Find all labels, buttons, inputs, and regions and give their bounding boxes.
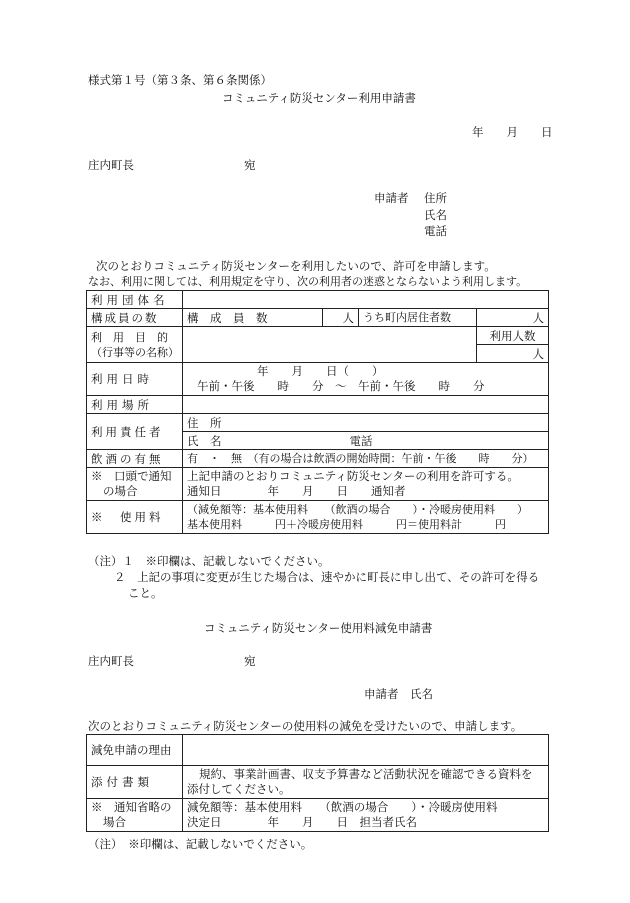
members-label: 構成員の数 bbox=[87, 309, 183, 327]
alcohol-field[interactable]: 有 ・ 無 （有の場合は飲酒の開始時間：午前・午後 時 分） bbox=[183, 450, 549, 468]
alcohol-label: 飲酒の有無 bbox=[87, 450, 183, 468]
group-name-field[interactable] bbox=[183, 291, 549, 309]
date-label: 利用日時 bbox=[87, 363, 183, 396]
users-count-unit[interactable]: 人 bbox=[477, 345, 549, 363]
omit-field: 減免額等：基本使用料 （飲酒の場合 ）・冷暖房使用料 決定日 年 月 日 担当者氏名 bbox=[183, 799, 549, 832]
addressee-2-honorific: 宛 bbox=[244, 654, 256, 668]
purpose-label: 利 用 目 的 （行事等の名称） bbox=[87, 327, 183, 363]
users-count-label: 利用人数 bbox=[477, 327, 549, 345]
table-row bbox=[87, 291, 549, 309]
table-row bbox=[87, 735, 549, 766]
date-field[interactable]: 年 月 日（ ） 午前・午後 時 分 ～ 午前・午後 時 分 bbox=[183, 363, 549, 396]
attachments-label: 添付書類 bbox=[87, 766, 183, 799]
manager-address-field[interactable]: 住 所 bbox=[183, 414, 549, 432]
members-count-label: 構 成 員 数 bbox=[183, 309, 323, 327]
table-row bbox=[87, 396, 549, 414]
reduction-intro: 次のとおりコミュニティ防災センターの使用料の減免を受けたいので、申請します。 bbox=[88, 719, 523, 733]
application-table bbox=[86, 290, 549, 534]
fee-field: （減免額等：基本使用料 （飲酒の場合 ）・冷暖房使用料 ） 基本使用料 円＋冷暖房使用料 円＝使用料計 円 bbox=[183, 501, 549, 534]
applicant-address: 住所 bbox=[424, 191, 447, 205]
members-unit[interactable]: 人 bbox=[323, 309, 359, 327]
intro-line-1: 次のとおりコミュニティ防災センターを利用したいので、許可を申請します。 bbox=[96, 259, 496, 273]
applicant-phone: 電話 bbox=[424, 224, 447, 238]
oral-notice-field: 上記申請のとおりコミュニティ防災センターの利用を許可する。 通知日 年 月 日 通知者 bbox=[183, 468, 549, 501]
purpose-field[interactable] bbox=[183, 327, 477, 363]
date-line: 年 月 日 bbox=[472, 125, 553, 139]
place-field[interactable] bbox=[183, 396, 549, 414]
fee-label: ※ 使用料 bbox=[87, 501, 183, 534]
place-label: 利用場所 bbox=[87, 396, 183, 414]
residents-count-label: うち町内居住者数 bbox=[359, 309, 477, 327]
applicant-label: 申請者 bbox=[374, 191, 409, 205]
table-row bbox=[87, 501, 549, 534]
manager-phone-label: 電話 bbox=[349, 433, 373, 448]
addressee-honorific: 宛 bbox=[244, 158, 256, 172]
residents-unit[interactable]: 人 bbox=[477, 309, 549, 327]
table-row bbox=[87, 799, 549, 832]
form-number: 様式第１号（第３条、第６条関係） bbox=[88, 73, 272, 87]
reason-field[interactable] bbox=[183, 735, 549, 766]
table-row bbox=[87, 450, 549, 468]
note-1: （注）１ ※印欄は、記載しないでください。 bbox=[88, 554, 330, 568]
note-3: （注） ※印欄は、記載しないでください。 bbox=[88, 837, 313, 851]
table-row bbox=[87, 766, 549, 799]
omit-label: ※ 通知省略の 場合 bbox=[87, 799, 183, 832]
group-name-label: 利用団体名 bbox=[87, 291, 183, 309]
reduction-table bbox=[86, 734, 549, 832]
table-row bbox=[87, 414, 549, 432]
oral-notice-label: ※ 口頭で通知 の場合 bbox=[87, 468, 183, 501]
table-row bbox=[87, 309, 549, 327]
applicant-name: 氏名 bbox=[424, 208, 447, 222]
applicant-2: 申請者 氏名 bbox=[364, 687, 433, 701]
table-row bbox=[87, 327, 549, 345]
reason-label: 減免申請の理由 bbox=[87, 735, 183, 766]
note-2-cont: こと。 bbox=[128, 586, 163, 600]
attachments-field: 規約、事業計画書、収支予算書など活動状況を確認できる資料を 添付してください。 bbox=[183, 766, 549, 799]
addressee-2: 庄内町長 bbox=[88, 654, 134, 668]
manager-name-field[interactable]: 氏 名 電話 bbox=[183, 432, 549, 450]
table-row bbox=[87, 468, 549, 501]
table-row bbox=[87, 363, 549, 396]
reduction-title: コミュニティ防災センター使用料減免申請書 bbox=[204, 621, 433, 635]
addressee: 庄内町長 bbox=[88, 158, 134, 172]
note-2: ２ 上記の事項に変更が生じた場合は、速やかに町長に申し出て、その許可を得る bbox=[114, 570, 540, 584]
intro-line-2: なお、利用に関しては、利用規定を守り、次の利用者の迷惑とならないよう利用します。 bbox=[88, 275, 528, 288]
manager-label: 利用責任者 bbox=[87, 414, 183, 450]
form-title: コミュニティ防災センター利用申請書 bbox=[222, 91, 416, 105]
